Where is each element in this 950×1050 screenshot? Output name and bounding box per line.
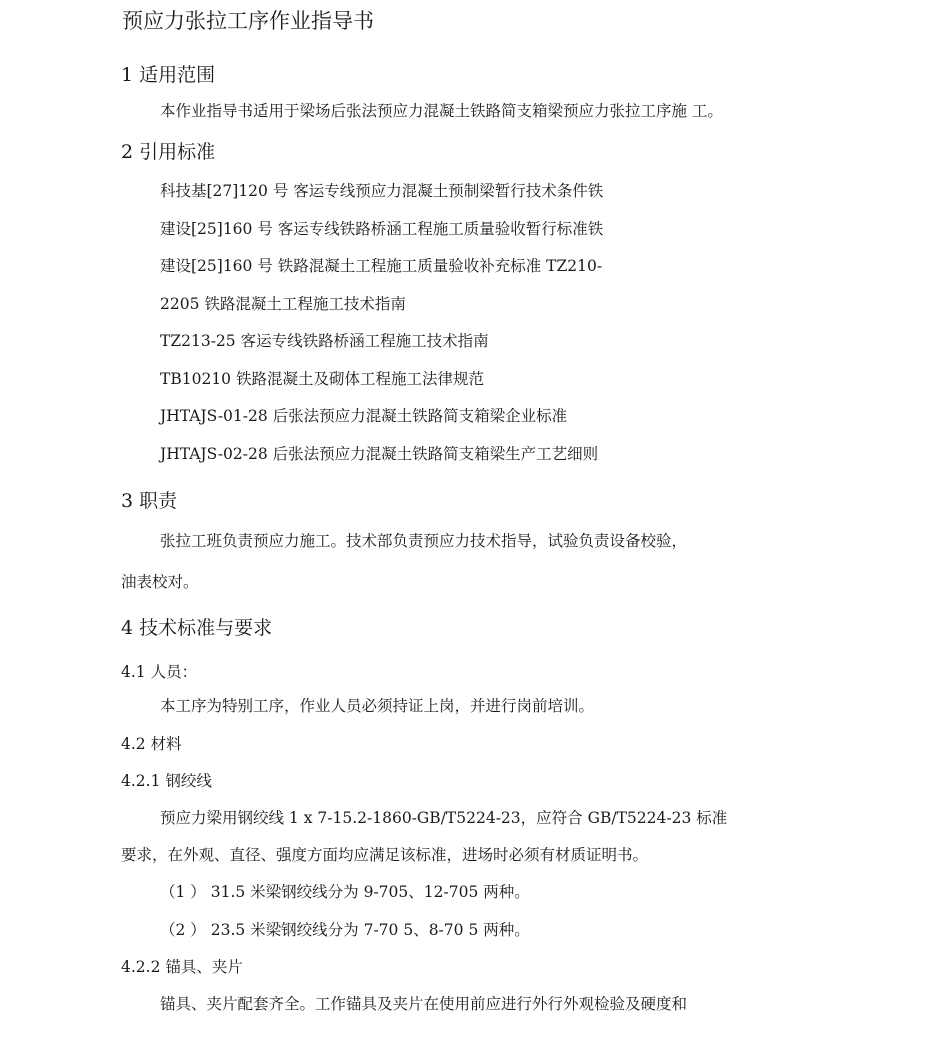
reference-item: 2205 铁路混凝土工程施工技术指南 — [160, 295, 406, 313]
reference-item: 科技基[27]120 号 客运专线预应力混凝土预制梁暂行技术条件铁 — [160, 182, 604, 200]
reference-item: 建设[25]160 号 铁路混凝土工程施工质量验收补充标准 TZ210- — [160, 257, 603, 275]
subsection-4-1-text: 本工序为特别工序，作业人员必须持证上岗，并进行岗前培训。 — [160, 697, 595, 715]
section-3-text-line: 油表校对。 — [121, 573, 199, 591]
subsection-4-2-1-text-line: 预应力梁用钢绞线 1 x 7-15.2-1860-GB/T5224-23，应符合 GB/T5224-23 标准 — [160, 809, 728, 827]
reference-item: TB10210 铁路混凝土及砌体工程施工法律规范 — [160, 370, 484, 388]
section-1-text: 本作业指导书适用于梁场后张法预应力混凝土铁路简支箱梁预应力张拉工序施 工。 — [160, 102, 723, 120]
reference-item: 建设[25]160 号 客运专线铁路桥涵工程施工质量验收暂行标准铁 — [160, 220, 604, 238]
section-2-heading: 2 引用标准 — [121, 141, 216, 163]
list-item: （2 ） 23.5 米梁钢绞线分为 7-70 5、8-70 5 两种。 — [160, 921, 530, 939]
reference-item: JHTAJS-02-28 后张法预应力混凝土铁路简支箱梁生产工艺细则 — [160, 445, 599, 463]
reference-item: TZ213-25 客运专线铁路桥涵工程施工技术指南 — [160, 332, 489, 350]
list-item: （1 ） 31.5 米梁钢绞线分为 9-705、12-705 两种。 — [160, 883, 530, 901]
section-1-heading: 1 适用范围 — [121, 64, 216, 86]
subsection-4-2-1-heading: 4.2.1 钢绞线 — [121, 772, 212, 790]
reference-item: JHTAJS-01-28 后张法预应力混凝土铁路简支箱梁企业标准 — [160, 407, 568, 425]
subsection-4-1-heading: 4.1 人员： — [121, 663, 198, 681]
subsection-4-2-heading: 4.2 材料 — [121, 735, 182, 753]
section-3-text-line: 张拉工班负责预应力施工。技术部负责预应力技术指导，试验负责设备校验， — [160, 532, 688, 550]
subsection-4-2-2-heading: 4.2.2 锚具、夹片 — [121, 958, 243, 976]
section-4-heading: 4 技术标准与要求 — [121, 617, 273, 639]
document-title: 预应力张拉工序作业指导书 — [122, 9, 374, 33]
subsection-4-2-2-text-line: 锚具、夹片配套齐全。工作锚具及夹片在使用前应进行外行外观检验及硬度和 — [160, 995, 688, 1013]
section-3-heading: 3 职责 — [121, 490, 178, 512]
subsection-4-2-1-text-line: 要求，在外观、直径、强度方面均应满足该标准，进场时必须有材质证明书。 — [121, 846, 649, 864]
